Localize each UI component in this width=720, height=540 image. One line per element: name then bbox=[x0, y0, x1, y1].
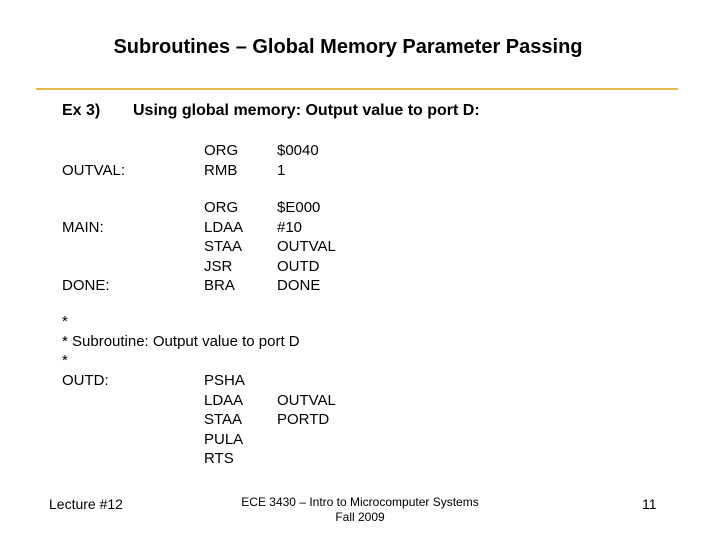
code-op: LDAA bbox=[204, 218, 244, 236]
code-operand bbox=[277, 371, 336, 391]
footer-term: Fall 2009 bbox=[335, 510, 385, 524]
code-op: STAA bbox=[204, 238, 243, 255]
slide-title: Subroutines – Global Memory Parameter Passing bbox=[113, 36, 583, 58]
code-op: PULA bbox=[204, 430, 244, 448]
footer-course bbox=[225, 495, 495, 525]
code-block1-ops bbox=[204, 141, 238, 180]
footer-course-title: ECE 3430 – Intro to Microcomputer Systems bbox=[241, 495, 479, 509]
code-op: ORG bbox=[204, 142, 239, 159]
code-operand: DONE bbox=[277, 277, 321, 294]
code-label bbox=[62, 141, 125, 161]
code-op: RTS bbox=[204, 450, 234, 467]
code-op: RMB bbox=[204, 161, 238, 179]
code-block3-ops bbox=[204, 371, 245, 469]
code-op: LDAA bbox=[204, 391, 244, 409]
code-block1-labels bbox=[62, 141, 125, 180]
example-label: Ex 3) bbox=[62, 102, 101, 119]
code-block3-labels bbox=[62, 371, 109, 391]
code-label: OUTD: bbox=[62, 372, 109, 389]
code-operand: PORTD bbox=[277, 411, 330, 428]
code-op: PSHA bbox=[204, 372, 245, 389]
code-op: STAA bbox=[204, 411, 243, 428]
example-description: Using global memory: Output value to port D: bbox=[133, 102, 480, 119]
code-comment: * bbox=[62, 352, 68, 369]
code-operand: $E000 bbox=[277, 199, 321, 216]
code-label: DONE: bbox=[62, 277, 110, 294]
code-block2-labels bbox=[62, 198, 110, 296]
code-operand: OUTVAL bbox=[277, 238, 336, 255]
code-block2-ops bbox=[204, 198, 243, 296]
title-divider bbox=[36, 88, 678, 90]
code-label bbox=[62, 257, 110, 277]
footer-lecture: Lecture #12 bbox=[49, 496, 123, 512]
code-label: MAIN: bbox=[62, 218, 104, 236]
code-operand: 1 bbox=[277, 161, 286, 179]
code-block1-operands bbox=[277, 141, 319, 180]
code-operand: OUTVAL bbox=[277, 391, 336, 409]
code-block2-operands bbox=[277, 198, 336, 296]
code-label bbox=[62, 198, 110, 218]
page-number: 11 bbox=[642, 496, 657, 512]
code-operand: $0040 bbox=[277, 142, 319, 159]
code-operand: #10 bbox=[277, 218, 303, 236]
code-label bbox=[62, 237, 110, 257]
code-comment: * bbox=[62, 313, 68, 330]
code-op: JSR bbox=[204, 257, 233, 275]
code-op: BRA bbox=[204, 277, 235, 294]
code-op: ORG bbox=[204, 199, 239, 216]
code-label: OUTVAL: bbox=[62, 161, 126, 179]
code-comments bbox=[62, 312, 300, 371]
code-block3-operands bbox=[277, 371, 336, 430]
code-comment: * Subroutine: Output value to port D bbox=[62, 332, 300, 350]
code-operand: OUTD bbox=[277, 257, 320, 275]
